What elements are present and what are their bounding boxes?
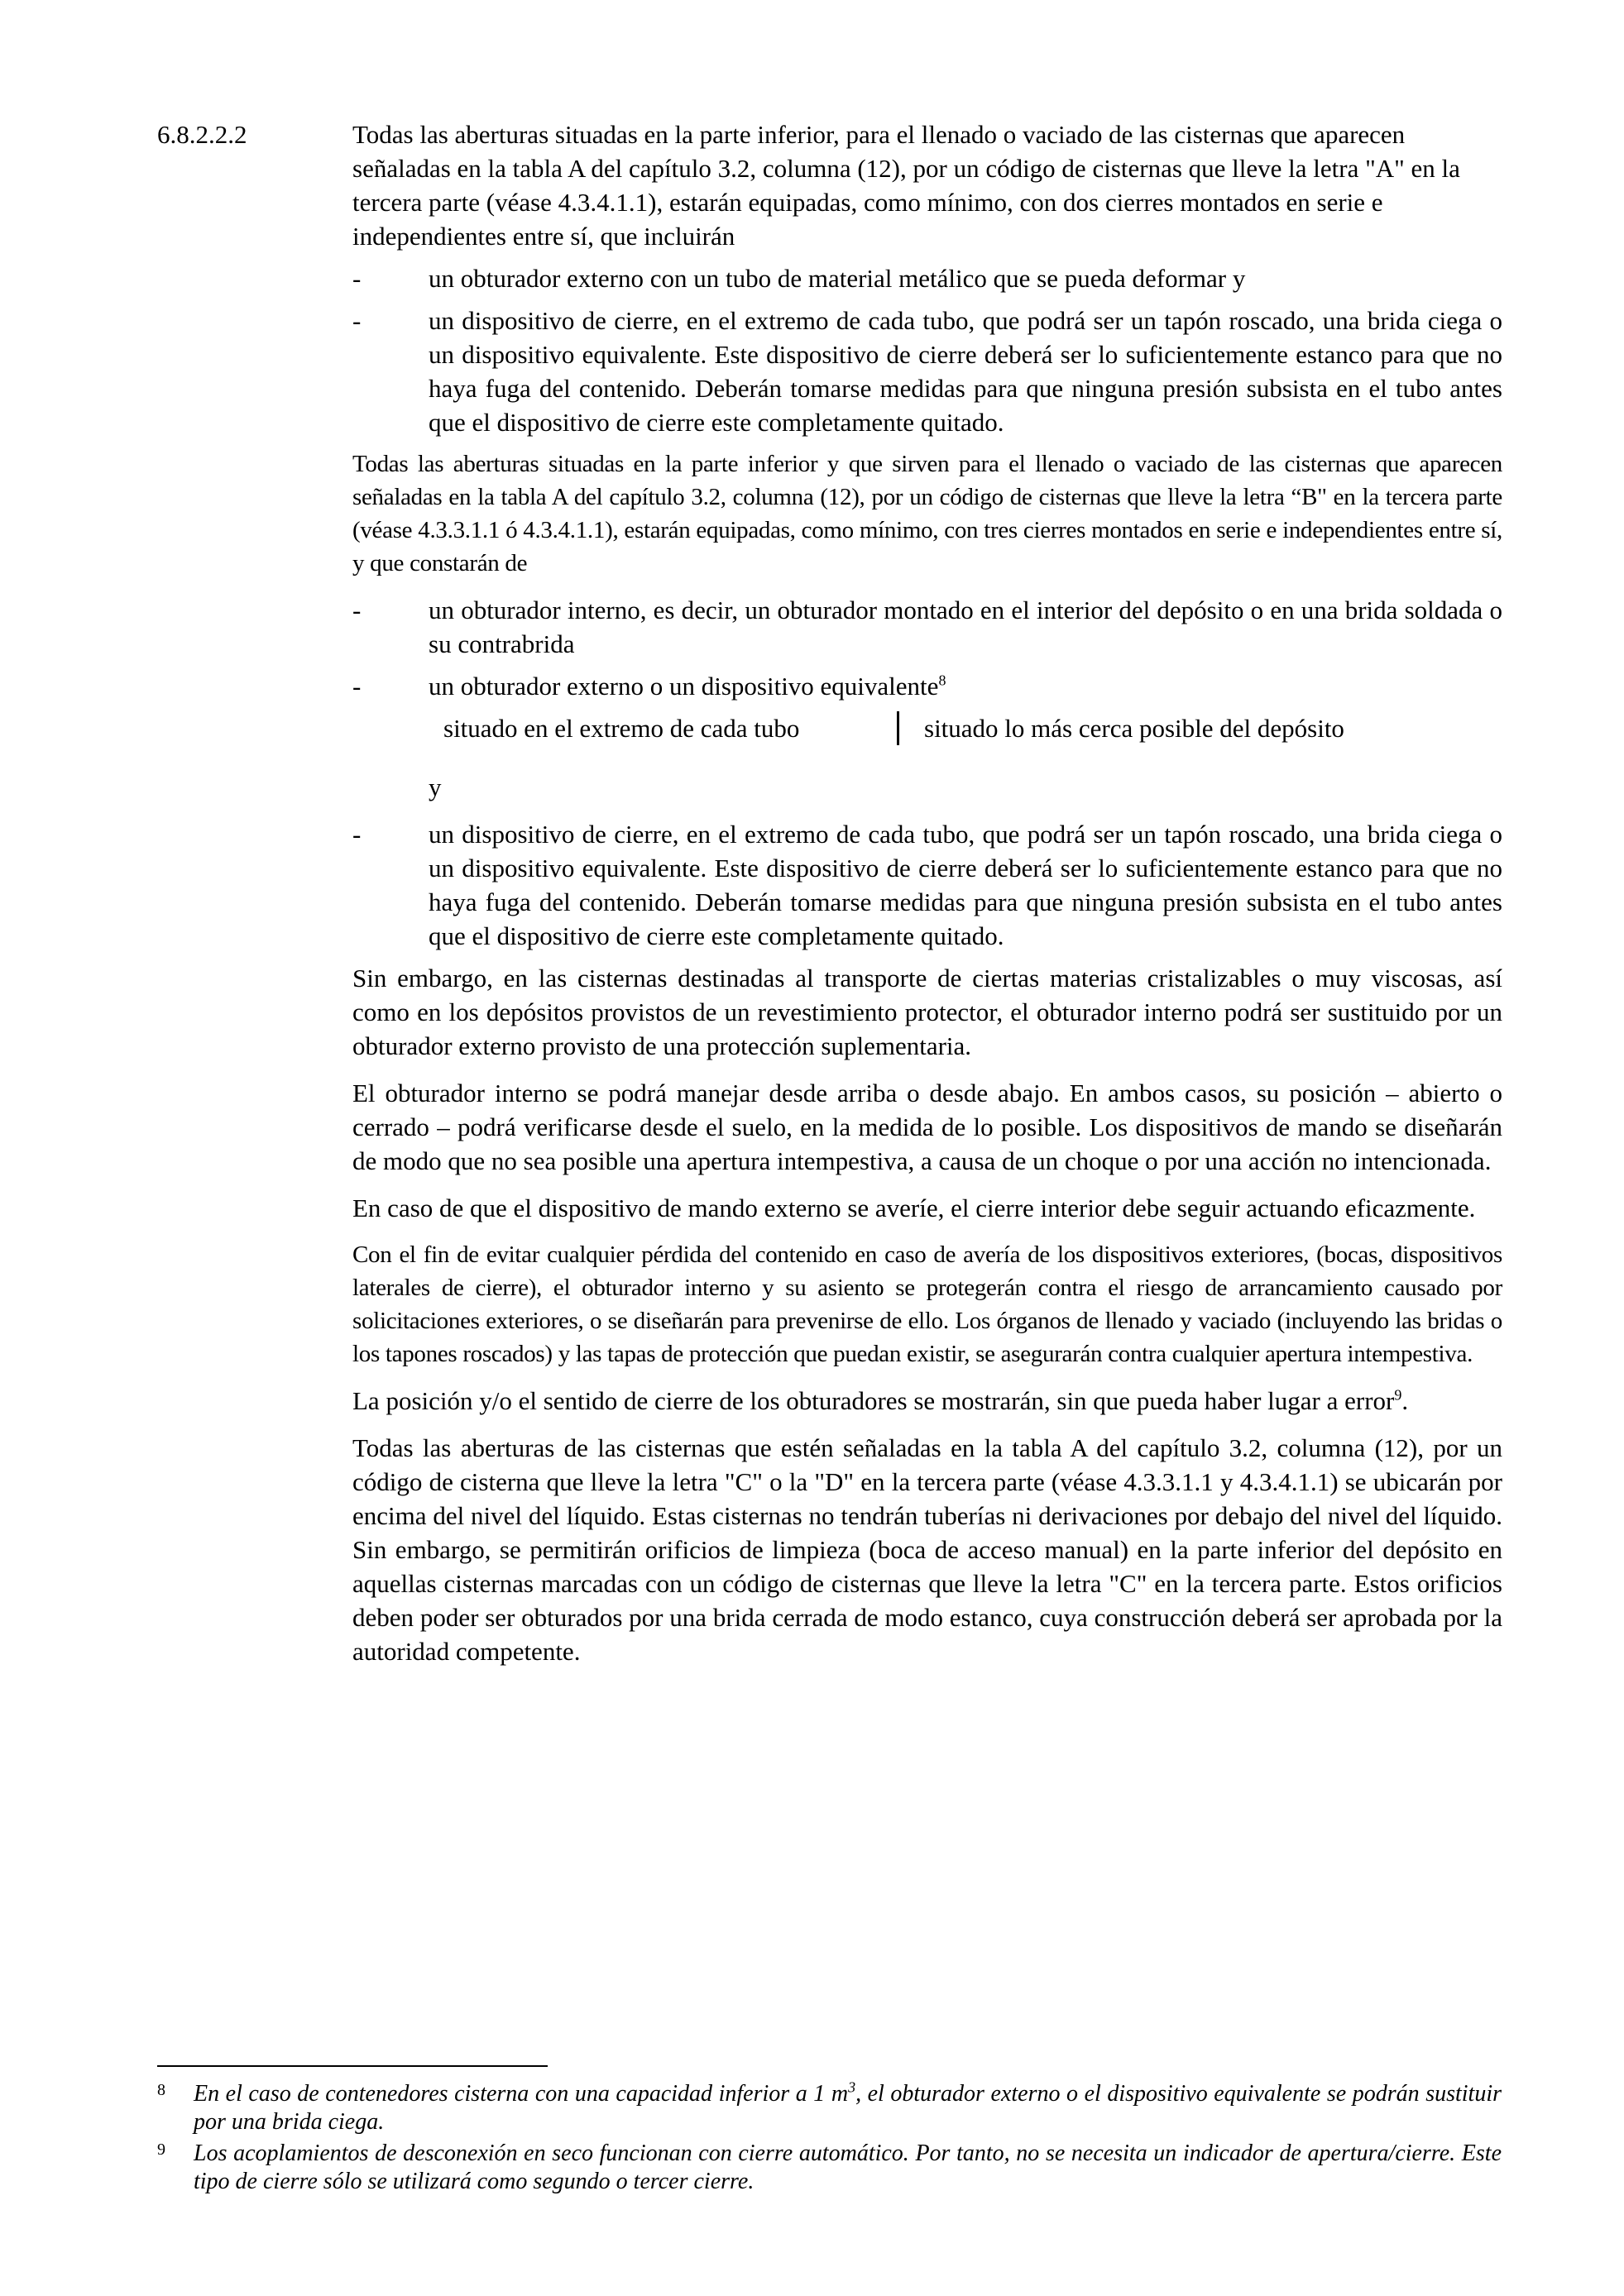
split-options bbox=[443, 711, 1444, 745]
list-item-text-body: un obturador externo o un dispositivo equivalente bbox=[429, 672, 939, 701]
section-number: 6.8.2.2.2 bbox=[157, 120, 247, 149]
footnote-ref: 9 bbox=[1394, 1386, 1402, 1404]
list-dash: - bbox=[352, 264, 362, 293]
footnote-text bbox=[194, 2080, 1502, 2136]
paragraph-averia: En caso de que el dispositivo de mando externo se averíe, el cierre interior debe seguir actuando eficazmente. bbox=[352, 1193, 1476, 1222]
paragraph-posicion bbox=[352, 1384, 1502, 1418]
list-item bbox=[352, 593, 1502, 661]
paragraph-code-b: Todas las aberturas situadas en la parte inferior y que sirven para el llenado o vaciado de las cisternas que aparecen señaladas en la tabla A del capítulo 3.2, columna (12), por un código de cisternas que lleve la letra “B" en la tercera parte (véase 4.3.3.1.1 ó 4.3.4.1.1), estarán equipadas, como mínimo, con tres cierres montados en serie e independientes entre sí, y que constarán de bbox=[352, 451, 1502, 576]
footnotes bbox=[157, 2080, 1502, 2199]
list-dash: - bbox=[352, 672, 362, 701]
split-option-left: situado en el extremo de cada tubo bbox=[443, 714, 800, 743]
list-item-text: un obturador interno, es decir, un obturador montado en el interior del depósito o en una brida soldada o su contrabrida bbox=[429, 596, 1502, 658]
list-dash: - bbox=[352, 596, 362, 624]
intro-paragraph: Todas las aberturas situadas en la parte inferior, para el llenado o vaciado de las cisternas que aparecen señaladas en la tabla A del capítulo 3.2, columna (12), por un código de cisternas que lleve la letra "A" en la tercera parte (véase 4.3.4.1.1), estarán equipadas, como mínimo, con dos cierres montados en serie e independientes entre sí, que incluirán bbox=[352, 120, 1460, 251]
conjunction-y: y bbox=[429, 773, 442, 801]
footnote-text: Los acoplamientos de desconexión en seco funcionan con cierre automático. Por tanto, no se necesita un indicador de apertura/cierre. Este tipo de cierre sólo se utilizará como segundo o tercer cierre. bbox=[194, 2141, 1502, 2194]
list-item-text bbox=[429, 669, 1502, 703]
section-body bbox=[352, 117, 1502, 1681]
list-item-text: un dispositivo de cierre, en el extremo de cada tubo, que podrá ser un tapón roscado, una brida ciega o un dispositivo equivalente. Este dispositivo de cierre deberá ser lo suficientemente estanco para que no haya fuga del contenido. Deberán tomarse medidas para que ninguna presión subsista en el tubo antes que el dispositivo de cierre este completamente quitado. bbox=[429, 820, 1502, 950]
superscript: 3 bbox=[848, 2078, 856, 2096]
paragraph-posicion-end: . bbox=[1401, 1386, 1409, 1415]
footnote-item bbox=[157, 2080, 1502, 2136]
list-item bbox=[352, 817, 1502, 953]
list-item bbox=[352, 304, 1502, 439]
paragraph-obturador-interno: El obturador interno se podrá manejar desde arriba o desde abajo. En ambos casos, su posición – abierto o cerrado – podrá verificarse desde el suelo, en la medida de lo posible. Los dispositivos de mando se diseñarán de modo que no sea posible una apertura intempestiva, a causa de un choque o por una acción no intencionada. bbox=[352, 1079, 1502, 1175]
list-item-text: un obturador externo con un tubo de material metálico que se pueda deformar y bbox=[429, 264, 1246, 293]
footnote-separator bbox=[157, 2065, 548, 2067]
paragraph-posicion-text: La posición y/o el sentido de cierre de los obturadores se mostrarán, sin que pueda haber lugar a error bbox=[352, 1386, 1395, 1415]
paragraph-sin-embargo: Sin embargo, en las cisternas destinadas al transporte de ciertas materias cristalizables o muy viscosas, así como en los depósitos provistos de un revestimiento protector, el obturador interno podrá ser sustituido por un obturador externo provisto de una protección suplementaria. bbox=[352, 964, 1502, 1060]
footnote-text-a: En el caso de contenedores cisterna con una capacidad inferior a 1 m bbox=[194, 2081, 849, 2107]
list-item bbox=[352, 261, 1502, 295]
footnote-text-b: , el obturador externo o el dispositivo equivalente se podrán sustituir por una brida ciega. bbox=[194, 2081, 1502, 2135]
paragraph-perdida: Con el fin de evitar cualquier pérdida del contenido en caso de avería de los dispositivos exteriores, (bocas, dispositivos laterales de cierre), el obturador interno y su asiento se protegerán contra el riesgo de arrancamiento causado por solicitaciones exteriores, o se diseñarán para prevenirse de ello. Los órganos de llenado y vaciado (incluyendo las bridas o los tapones roscados) y las tapas de protección que puedan existir, se asegurarán contra cualquier apertura intempestiva. bbox=[352, 1241, 1502, 1367]
footnote-number: 9 bbox=[157, 2141, 165, 2159]
footnote-item bbox=[157, 2140, 1502, 2196]
list-item bbox=[352, 669, 1502, 703]
paragraph-code-c-d: Todas las aberturas de las cisternas que estén señaladas en la tabla A del capítulo 3.2, columna (12), por un código de cisterna que lleve la letra "C" o la "D" en la tercera parte (véase 4.3.3.1.1 y 4.3.4.1.1) se ubicarán por encima del nivel del líquido. Estas cisternas no tendrán tuberías ni derivaciones por debajo del nivel del líquido. Sin embargo, se permitirán orificios de limpieza (boca de acceso manual) en la parte inferior del depósito en aquellas cisternas marcadas con un código de cisternas que lleve la letra "C" en la tercera parte. Estos orificios deben poder ser obturados por una brida cerrada de modo estanco, cuya construcción deberá ser aprobada por la autoridad competente. bbox=[352, 1433, 1502, 1666]
footnote-ref: 8 bbox=[938, 672, 946, 689]
footnote-number: 8 bbox=[157, 2081, 165, 2099]
split-option-right: situado lo más cerca posible del depósito bbox=[897, 711, 1444, 745]
list-dash: - bbox=[352, 306, 362, 335]
list-dash: - bbox=[352, 820, 362, 849]
list-item-text: un dispositivo de cierre, en el extremo de cada tubo, que podrá ser un tapón roscado, una brida ciega o un dispositivo equivalente. Este dispositivo de cierre deberá ser lo suficientemente estanco para que no haya fuga del contenido. Deberán tomarse medidas para que ninguna presión subsista en el tubo antes que el dispositivo de cierre este completamente quitado. bbox=[429, 306, 1502, 437]
